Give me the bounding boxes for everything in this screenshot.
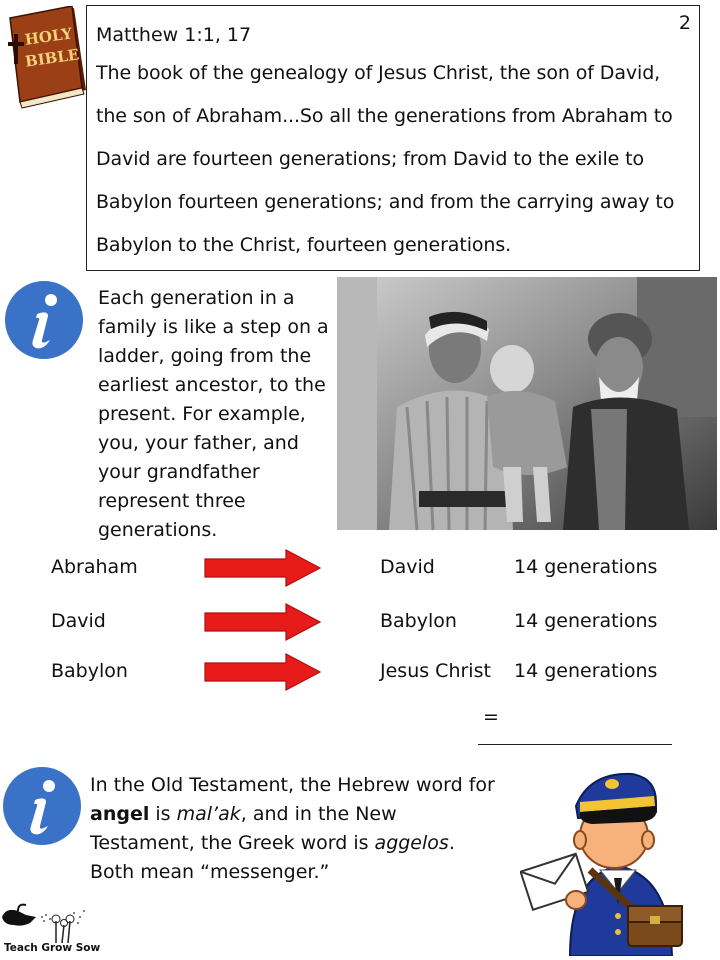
bible-line1: HOLY (23, 24, 74, 49)
generation-to: David (380, 556, 435, 578)
hebrew-word: mal’ak (176, 803, 241, 825)
info-icon (2, 766, 82, 846)
angel-text-part2: is (149, 803, 177, 825)
teach-grow-sow-logo (0, 903, 100, 958)
generation-to: Babylon (380, 610, 457, 632)
generation-explanation: Each generation in a family is like a step on a ladder, going from the earliest ancestor, to the present. For example, you, your father, and your grandfather represent three generations. (98, 287, 329, 541)
generation-row (0, 651, 720, 691)
scripture-box (86, 5, 700, 271)
generation-row (0, 601, 720, 641)
generation-row (0, 547, 720, 587)
generation-count: 14 generations (514, 556, 658, 578)
generation-from: Abraham (51, 556, 138, 578)
right-arrow-icon (204, 653, 322, 691)
equals-sign: = (483, 706, 499, 728)
generation-from: David (51, 610, 106, 632)
right-arrow-icon (204, 603, 322, 641)
angel-text-part3: , and in the New Testament, the Greek word is (90, 803, 397, 854)
generation-count: 14 generations (514, 660, 658, 682)
logo-text: Teach Grow Sow (4, 942, 101, 954)
page-number: 2 (678, 12, 691, 34)
generation-from: Babylon (51, 660, 128, 682)
angel-text-part1: In the Old Testament, the Hebrew word for (90, 774, 495, 796)
bible-line2: BIBLE (23, 45, 81, 71)
generation-count: 14 generations (514, 610, 658, 632)
angel-explanation (90, 771, 500, 887)
family-generations-photo (337, 277, 717, 530)
angel-bold-word: angel (90, 803, 150, 825)
scripture-reference: Matthew 1:1, 17 (96, 24, 252, 46)
scripture-text: The book of the genealogy of Jesus Christ, the son of David, the son of Abraham...So all the generations from Abraham to David are fourteen generations; from David to the exile to Babylon fourteen generations; and from the carrying away to Babylon to the Christ, fourteen generations. (96, 62, 675, 256)
right-arrow-icon (204, 549, 322, 587)
greek-word: aggelos (374, 832, 449, 854)
angel-text-part4: . Both mean “messenger.” (90, 832, 455, 883)
info-icon (4, 280, 84, 360)
holy-bible-icon (6, 6, 88, 110)
generation-to: Jesus Christ (380, 660, 491, 682)
answer-blank-line[interactable] (478, 744, 672, 745)
postman-messenger-illustration (520, 766, 716, 956)
